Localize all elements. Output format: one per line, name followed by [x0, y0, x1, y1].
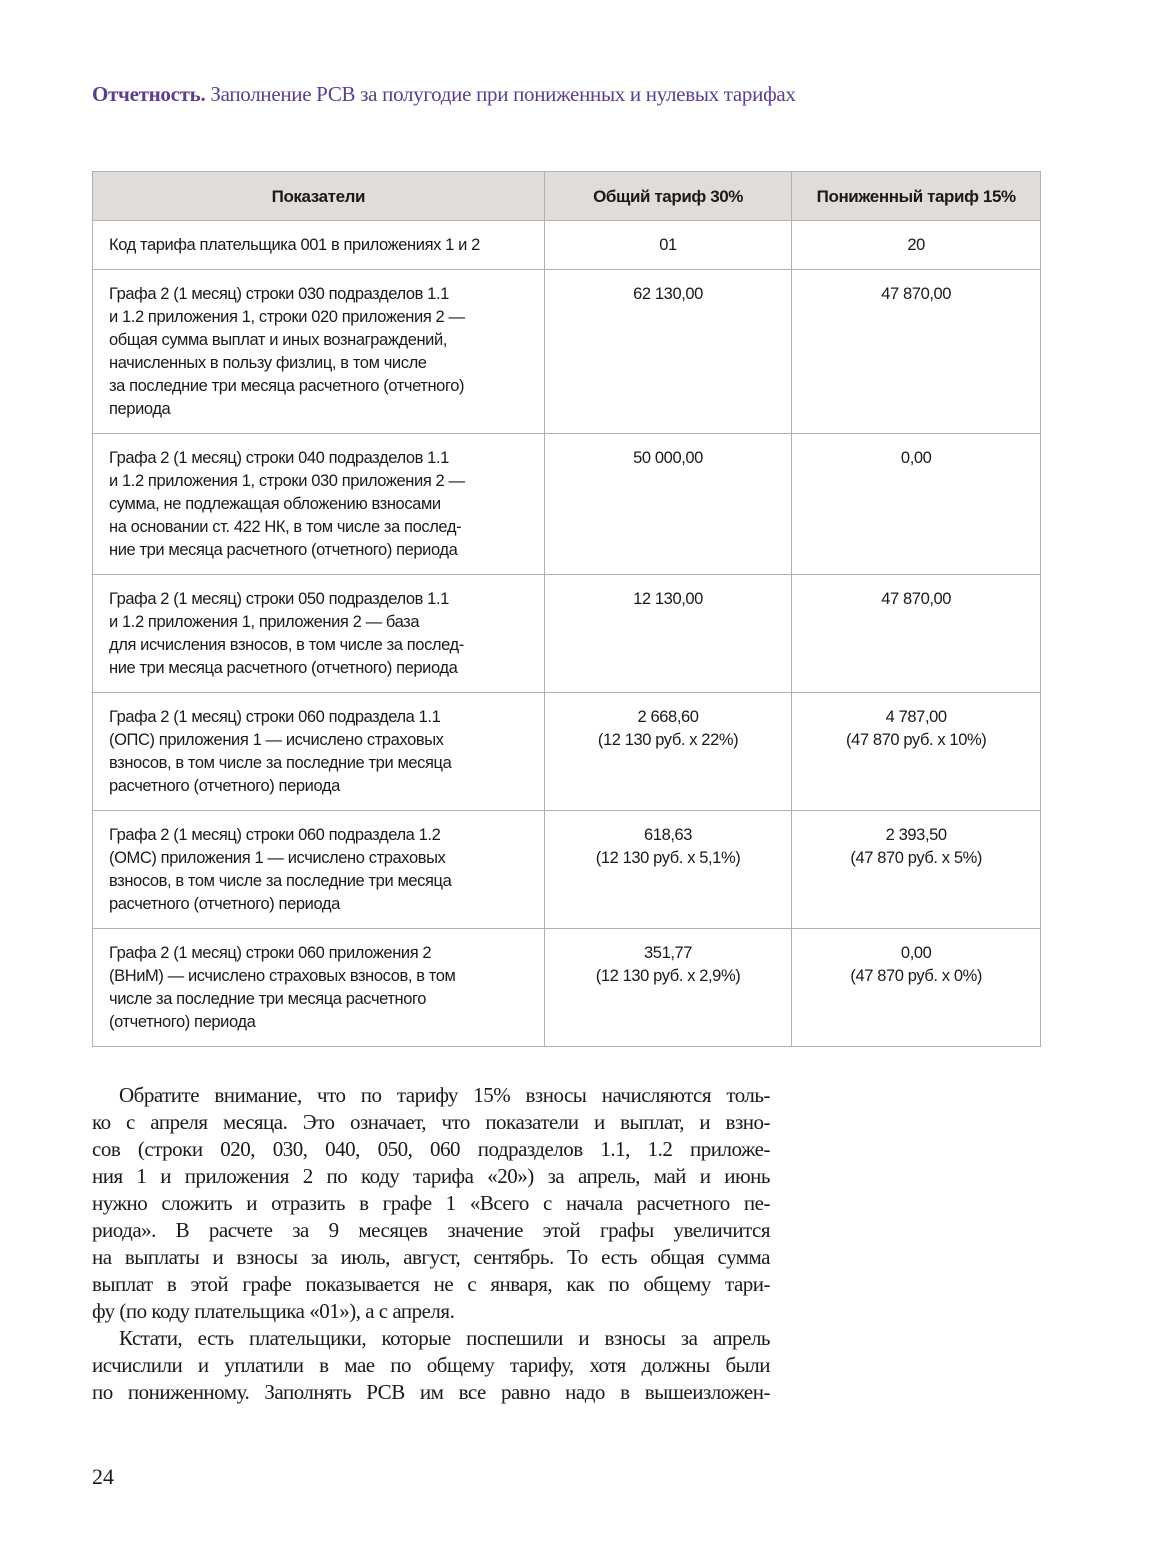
cell-line: 2 668,60: [637, 708, 699, 726]
cell-line: взносов, в том числе за последние три месяца: [109, 872, 452, 890]
cell-line: числе за последние три месяца расчетного: [109, 990, 427, 1008]
cell-line: Код тарифа плательщика 001 в приложениях 1 и 2: [109, 236, 480, 254]
cell-line: общая сумма выплат и иных вознаграждений,: [109, 331, 447, 349]
reduced-tariff-cell: [792, 693, 1041, 811]
cell-line: 62 130,00: [633, 285, 703, 303]
text-line: фу (по коду плательщика «01»), а с апреля.: [92, 1299, 455, 1323]
tariff-table: [92, 171, 1041, 1047]
table-header-row: [93, 172, 1041, 221]
cell-line: и 1.2 приложения 1, приложения 2 — база: [109, 613, 420, 631]
text-line: на выплаты и взносы за июль, август, сентябрь. То есть общая сумма: [92, 1245, 770, 1269]
cell-line: (ВНиМ) — исчислено страховых взносов, в том: [109, 967, 456, 985]
cell-line: 351,77: [644, 944, 693, 962]
cell-line: расчетного (отчетного) периода: [109, 895, 340, 913]
cell-line: 50 000,00: [633, 449, 703, 467]
general-tariff-cell: [544, 811, 792, 929]
table-row: [93, 270, 1041, 434]
page-number: 24: [92, 1464, 114, 1489]
reduced-tariff-cell: [792, 929, 1041, 1047]
indicator-cell: [93, 693, 545, 811]
cell-line: (ОПС) приложения 1 — исчислено страховых: [109, 731, 444, 749]
table-row: [93, 929, 1041, 1047]
cell-line: 2 393,50: [885, 826, 947, 844]
reduced-tariff-cell: [792, 575, 1041, 693]
cell-line: 47 870,00: [881, 285, 952, 303]
cell-line: за последние три месяца расчетного (отчетного): [109, 377, 465, 395]
text-line: Кстати, есть плательщики, которые поспешили и взносы за апрель: [119, 1326, 770, 1350]
paragraph: [92, 1082, 770, 1325]
cell-line: расчетного (отчетного) периода: [109, 777, 340, 795]
reduced-tariff-cell: [792, 221, 1041, 270]
cell-line: на основании ст. 422 НК, в том числе за послед-: [109, 518, 462, 536]
cell-line: 47 870,00: [881, 590, 952, 608]
text-line: выплат в этой графе показывается не с января, как по общему тари-: [92, 1272, 770, 1296]
cell-line: 618,63: [644, 826, 693, 844]
text-line: нужно сложить и отразить в графе 1 «Всего с начала расчетного пе-: [92, 1191, 770, 1215]
general-tariff-cell: [544, 221, 792, 270]
cell-line: (ОМС) приложения 1 — исчислено страховых: [109, 849, 446, 867]
cell-line: Графа 2 (1 месяц) строки 050 подразделов 1.1: [109, 590, 449, 608]
table-row: [93, 693, 1041, 811]
cell-line: сумма, не подлежащая обложению взносами: [109, 495, 441, 513]
column-header-reduced-tariff: Пониженный тариф 15%: [792, 172, 1041, 221]
reduced-tariff-cell: [792, 434, 1041, 575]
table-row: [93, 434, 1041, 575]
general-tariff-cell: [544, 434, 792, 575]
cell-line: Графа 2 (1 месяц) строки 030 подразделов 1.1: [109, 285, 449, 303]
text-line: ния 1 и приложения 2 по коду тарифа «20») за апрель, май и июнь: [92, 1164, 770, 1188]
cell-line: (12 130 руб. х 22%): [597, 731, 739, 749]
indicator-cell: [93, 270, 545, 434]
text-line: ко с апреля месяца. Это означает, что показатели и выплат, и взно-: [92, 1110, 770, 1134]
paragraph: [92, 1325, 770, 1406]
indicator-cell: [93, 434, 545, 575]
text-line: исчислили и уплатили в мае по общему тарифу, хотя должны были: [92, 1353, 770, 1377]
cell-line: периода: [109, 400, 171, 418]
cell-line: Графа 2 (1 месяц) строки 060 подраздела 1.2: [109, 826, 441, 844]
table-row: [93, 221, 1041, 270]
cell-line: ние три месяца расчетного (отчетного) периода: [109, 541, 458, 559]
section-label: Отчетность.: [92, 82, 206, 106]
cell-line: взносов, в том числе за последние три месяца: [109, 754, 452, 772]
general-tariff-cell: [544, 929, 792, 1047]
cell-line: Графа 2 (1 месяц) строки 060 приложения 2: [109, 944, 432, 962]
general-tariff-cell: [544, 693, 792, 811]
cell-line: (47 870 руб. х 10%): [846, 731, 987, 749]
table-row: [93, 811, 1041, 929]
cell-line: (47 870 руб. х 0%): [850, 967, 982, 985]
cell-line: для исчисления взносов, в том числе за послед-: [109, 636, 464, 654]
indicator-cell: [93, 811, 545, 929]
cell-line: начисленных в пользу физлиц, в том числе: [109, 354, 427, 372]
cell-line: Графа 2 (1 месяц) строки 060 подраздела 1.1: [109, 708, 441, 726]
column-header-indicators: Показатели: [93, 172, 545, 221]
indicator-cell: [93, 575, 545, 693]
table-row: [93, 575, 1041, 693]
cell-line: 01: [659, 236, 677, 254]
cell-line: 0,00: [900, 944, 932, 962]
chapter-title: Заполнение РСВ за полугодие при пониженных и нулевых тарифах: [210, 82, 796, 106]
cell-line: 4 787,00: [885, 708, 947, 726]
cell-line: (12 130 руб. х 5,1%): [595, 849, 741, 867]
indicator-cell: [93, 221, 545, 270]
cell-line: Графа 2 (1 месяц) строки 040 подразделов 1.1: [109, 449, 449, 467]
cell-line: (12 130 руб. х 2,9%): [595, 967, 741, 985]
general-tariff-cell: [544, 270, 792, 434]
text-line: по пониженному. Заполнять РСВ им все равно надо в вышеизложен-: [92, 1380, 770, 1404]
column-header-general-tariff: Общий тариф 30%: [544, 172, 792, 221]
text-line: Обратите внимание, что по тарифу 15% взносы начисляются толь-: [119, 1083, 770, 1107]
cell-line: 12 130,00: [633, 590, 703, 608]
running-head: [92, 82, 796, 107]
text-line: сов (строки 020, 030, 040, 050, 060 подразделов 1.1, 1.2 приложе-: [92, 1137, 770, 1161]
cell-line: и 1.2 приложения 1, строки 030 приложения 2 —: [109, 472, 465, 490]
cell-line: ние три месяца расчетного (отчетного) периода: [109, 659, 458, 677]
text-line: риода». В расчете за 9 месяцев значение этой графы увеличится: [92, 1218, 770, 1242]
cell-line: (47 870 руб. х 5%): [850, 849, 982, 867]
reduced-tariff-cell: [792, 811, 1041, 929]
body-text: [92, 1082, 770, 1406]
reduced-tariff-cell: [792, 270, 1041, 434]
cell-line: (отчетного) периода: [109, 1013, 256, 1031]
cell-line: 20: [907, 236, 925, 254]
indicator-cell: [93, 929, 545, 1047]
cell-line: 0,00: [900, 449, 932, 467]
cell-line: и 1.2 приложения 1, строки 020 приложения 2 —: [109, 308, 465, 326]
general-tariff-cell: [544, 575, 792, 693]
